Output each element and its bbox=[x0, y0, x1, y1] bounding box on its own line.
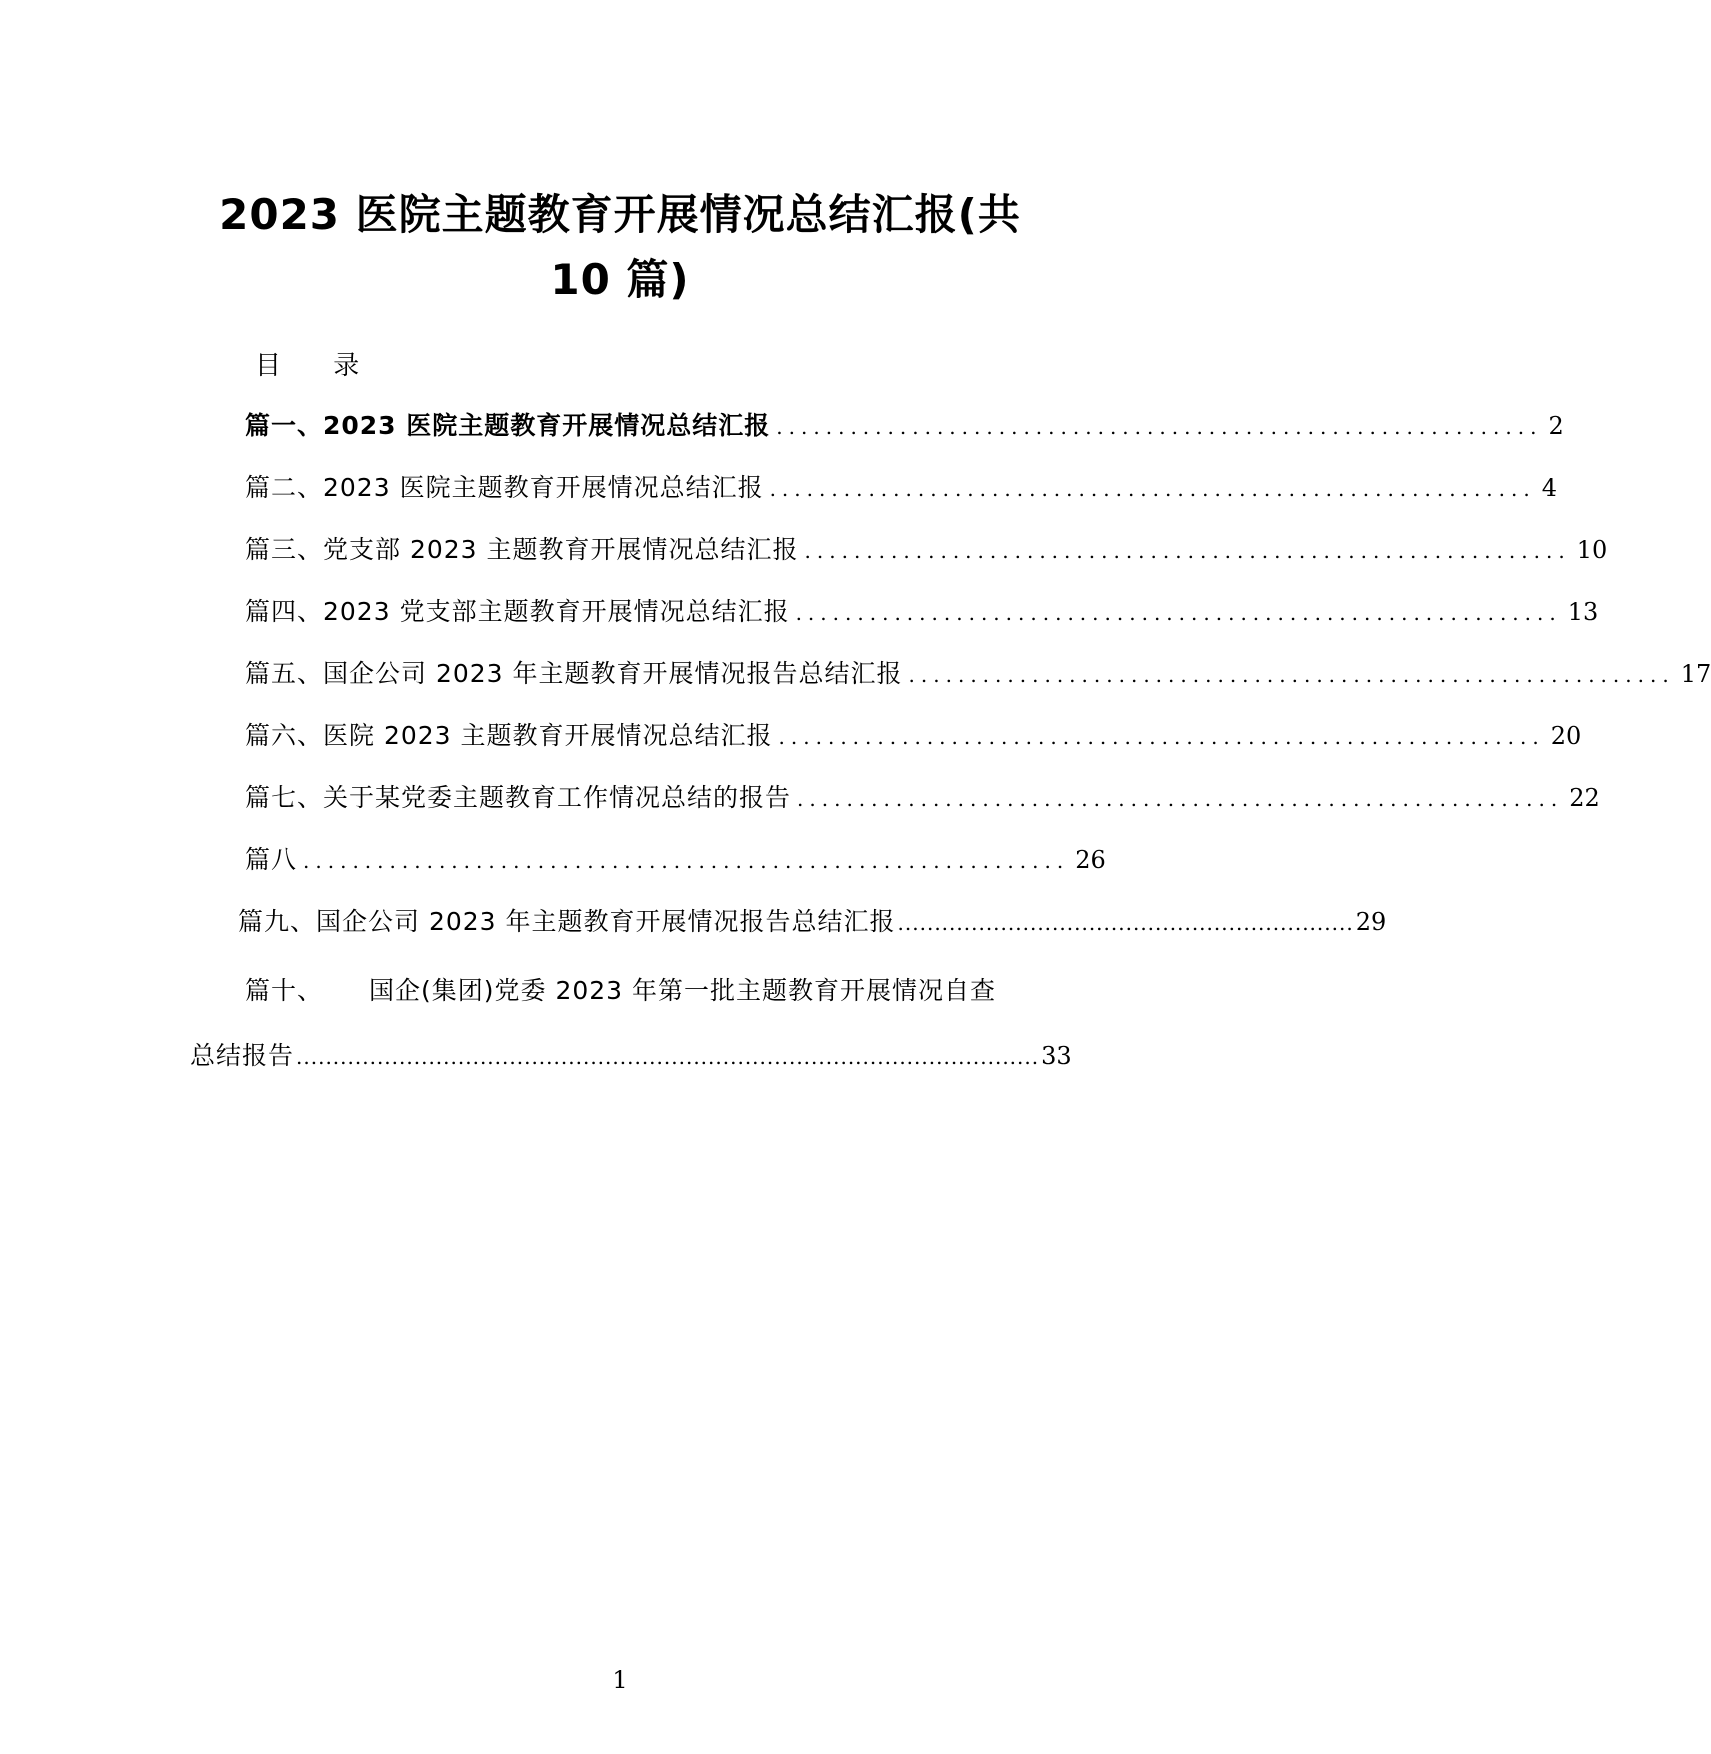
toc-entry[interactable] bbox=[245, 408, 1564, 445]
toc-leader: ..................................................................................................... bbox=[296, 1045, 1040, 1069]
toc-entry-label-rest: 国企(集团)党委 2023 年第一批主题教育开展情况自查 bbox=[369, 976, 997, 1005]
toc-entry[interactable] bbox=[238, 904, 1387, 941]
toc-entry-page: 33 bbox=[1041, 1042, 1072, 1070]
toc-entry-label: 篇八 bbox=[245, 845, 298, 874]
toc-entry-label: 篇七、关于某党委主题教育工作情况总结的报告 bbox=[245, 783, 792, 812]
toc-entry-label: 篇三、党支部 2023 主题教育开展情况总结汇报 bbox=[245, 535, 799, 564]
toc-entry-label-continued: 总结报告 bbox=[190, 1041, 295, 1070]
toc-entry-page: 2 bbox=[1548, 412, 1564, 440]
toc-entry-label: 篇二、2023 医院主题教育开展情况总结汇报 bbox=[245, 473, 764, 502]
toc-entry-page: 26 bbox=[1075, 846, 1106, 874]
toc-entry-label: 篇六、医院 2023 主题教育开展情况总结汇报 bbox=[245, 721, 773, 750]
document-title-line-1: 2023 医院主题教育开展情况总结汇报(共 bbox=[219, 190, 1021, 239]
toc-entry-page: 22 bbox=[1569, 784, 1600, 812]
toc-entry-page: 29 bbox=[1355, 908, 1387, 936]
toc-entry[interactable] bbox=[245, 842, 1106, 879]
toc-leader: .............................................................. bbox=[897, 911, 1354, 935]
toc-entry[interactable] bbox=[245, 780, 1600, 817]
toc-entry-page: 10 bbox=[1576, 536, 1608, 564]
toc-entry-page: 4 bbox=[1541, 474, 1558, 502]
toc-entry-page: 13 bbox=[1567, 598, 1599, 626]
toc-heading: 目 录 bbox=[255, 351, 382, 381]
toc-leader: .............................................................. bbox=[795, 601, 1562, 625]
toc-entry-label: 篇四、2023 党支部主题教育开展情况总结汇报 bbox=[245, 597, 790, 626]
page-number: 1 bbox=[612, 1666, 628, 1694]
document-title-line-2: 10 篇) bbox=[550, 255, 690, 304]
toc-entry-prefix: 篇十、 bbox=[245, 976, 324, 1005]
toc-entry[interactable] bbox=[245, 532, 1608, 569]
toc-entry-label: 篇一、2023 医院主题教育开展情况总结汇报 bbox=[245, 411, 771, 440]
toc-entry-label: 篇五、国企公司 2023 年主题教育开展情况报告总结汇报 bbox=[245, 659, 903, 688]
toc-entry-page: 17 bbox=[1680, 660, 1711, 688]
toc-leader: .............................................................. bbox=[776, 415, 1543, 439]
toc-entry-label: 篇九、国企公司 2023 年主题教育开展情况报告总结汇报 bbox=[238, 907, 896, 936]
toc-entry[interactable] bbox=[245, 656, 1711, 693]
toc-leader: .............................................................. bbox=[804, 539, 1571, 563]
toc-entry[interactable] bbox=[245, 718, 1582, 755]
toc-entry[interactable] bbox=[245, 470, 1558, 507]
toc-leader: .............................................................. bbox=[797, 787, 1564, 811]
toc-leader: .............................................................. bbox=[303, 849, 1070, 873]
toc-leader: .............................................................. bbox=[769, 477, 1536, 501]
toc-entry-page: 20 bbox=[1550, 722, 1582, 750]
toc-entry-label[interactable] bbox=[245, 973, 996, 1009]
toc-entry[interactable] bbox=[245, 594, 1599, 631]
toc-leader: .............................................................. bbox=[908, 663, 1675, 687]
toc-entry[interactable] bbox=[190, 1038, 1072, 1075]
toc-leader: .............................................................. bbox=[778, 725, 1545, 749]
